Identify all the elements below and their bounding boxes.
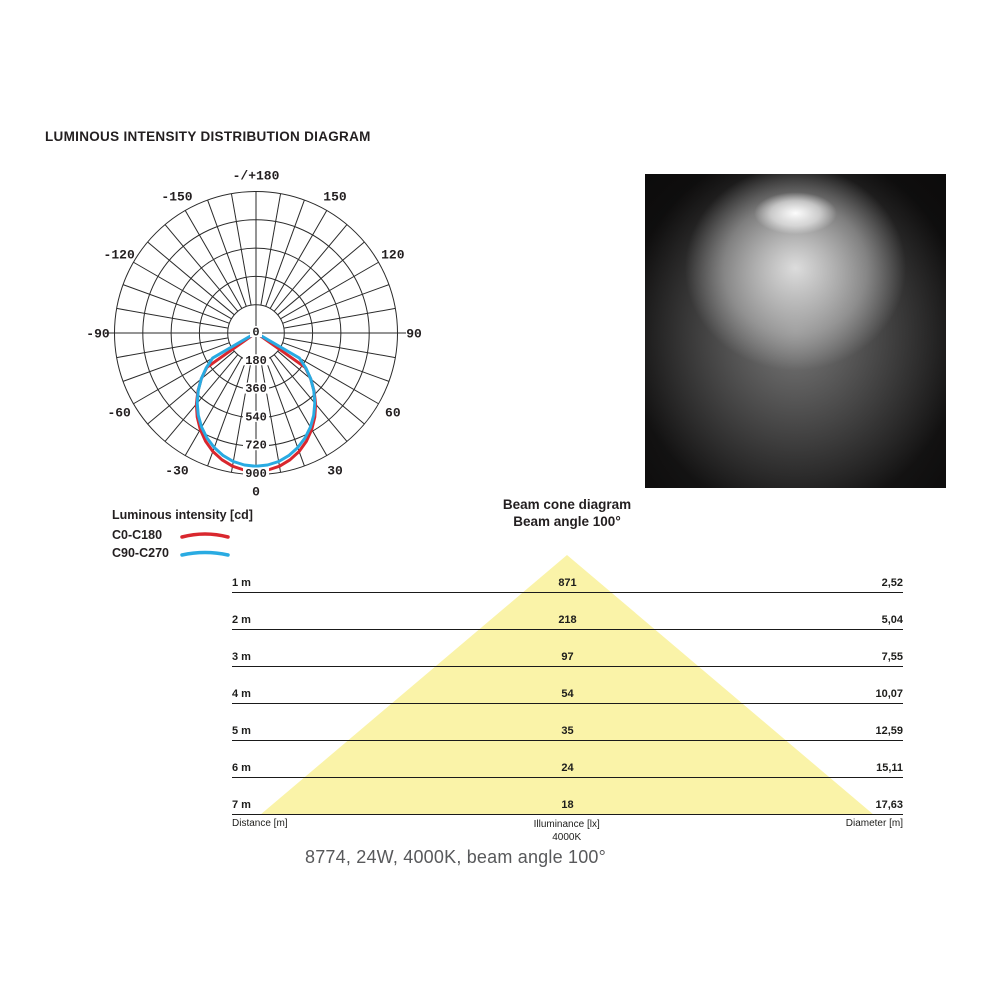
beam-cone-title-line2: Beam angle 100° — [513, 514, 621, 529]
beam-cone-title-line1: Beam cone diagram — [502, 497, 632, 512]
table-row — [232, 741, 903, 778]
polar-spoke — [117, 338, 228, 358]
table-row — [232, 667, 903, 704]
ring-label: 180 — [245, 353, 267, 368]
angle-label: -30 — [165, 463, 189, 479]
polar-spoke — [208, 200, 247, 306]
polar-spoke — [231, 194, 251, 305]
footer-illuminance-label — [534, 818, 600, 844]
red-curve-swatch-icon — [182, 534, 228, 537]
angle-label: -60 — [107, 405, 131, 421]
distance-cell: 7 m — [232, 799, 251, 811]
product-caption: 8774, 24W, 4000K, beam angle 100° — [305, 847, 607, 867]
diameter-cell: 12,59 — [875, 725, 903, 737]
polar-spoke — [283, 285, 389, 324]
legend-entry-c0-c180 — [112, 526, 253, 544]
page-title: LUMINOUS INTENSITY DISTRIBUTION DIAGRAM — [45, 129, 371, 144]
diameter-cell: 10,07 — [875, 688, 903, 700]
legend-swatch-blue — [178, 548, 232, 558]
illuminance-cell: 18 — [561, 799, 574, 811]
angle-label: -/+180 — [232, 168, 280, 184]
beam-photo — [645, 174, 946, 488]
polar-spoke — [117, 308, 228, 328]
ring-label: 0 — [252, 325, 260, 340]
illuminance-cell: 54 — [561, 688, 574, 700]
polar-spoke — [284, 308, 395, 328]
illuminance-cell: 24 — [561, 762, 574, 774]
ring-label: 360 — [245, 382, 267, 397]
diameter-cell: 5,04 — [881, 614, 903, 626]
ring-label: 900 — [245, 467, 267, 481]
distance-cell: 6 m — [232, 762, 251, 774]
table-row — [232, 704, 903, 741]
table-row — [232, 630, 903, 667]
legend-label: C90-C270 — [112, 546, 169, 560]
legend-swatch-red — [178, 530, 232, 540]
legend-label: C0-C180 — [112, 528, 163, 542]
polar-spoke — [261, 194, 281, 305]
distance-cell: 3 m — [232, 651, 251, 663]
distance-cell: 1 m — [232, 577, 251, 589]
illuminance-cell: 218 — [558, 614, 577, 626]
footer-diameter-label: Diameter [m] — [845, 818, 903, 829]
angle-label: 120 — [381, 247, 405, 263]
ring-label: 540 — [245, 410, 267, 425]
angle-label: -90 — [86, 326, 110, 342]
polar-spoke — [284, 338, 395, 358]
blue-curve-swatch-icon — [182, 553, 228, 556]
angle-label: 0 — [252, 484, 260, 500]
footer-illuminance-line1: Illuminance [lx] — [533, 819, 600, 830]
diameter-cell: 15,11 — [876, 762, 903, 774]
angle-label: 90 — [406, 326, 422, 342]
footer-distance-label: Distance [m] — [232, 818, 288, 829]
polar-intensity-chart — [86, 165, 446, 505]
angle-label: 150 — [323, 189, 347, 205]
angle-label: 60 — [385, 405, 401, 421]
illuminance-cell: 35 — [561, 725, 574, 737]
table-row — [232, 778, 903, 815]
distance-cell: 2 m — [232, 614, 251, 626]
polar-spoke — [266, 200, 305, 306]
diameter-cell: 2,52 — [881, 577, 903, 589]
distance-cell: 5 m — [232, 725, 251, 737]
illuminance-cell: 97 — [561, 651, 574, 663]
angle-label: -150 — [161, 189, 193, 205]
beam-cone-title — [417, 496, 717, 530]
angle-label: 30 — [327, 463, 343, 479]
beam-cone-footer — [232, 818, 903, 844]
table-row — [232, 556, 903, 593]
illuminance-cell: 871 — [558, 577, 577, 589]
distance-cell: 4 m — [232, 688, 251, 700]
angle-label: -120 — [103, 247, 135, 263]
diameter-cell: 17,63 — [875, 799, 903, 811]
polar-spoke — [123, 285, 229, 324]
footer-illuminance-line2: 4000K — [552, 832, 582, 843]
legend-title: Luminous intensity [cd] — [112, 508, 253, 522]
table-row — [232, 593, 903, 630]
beam-cone-table — [232, 556, 903, 815]
ring-label: 720 — [245, 438, 267, 453]
diameter-cell: 7,55 — [881, 651, 903, 663]
